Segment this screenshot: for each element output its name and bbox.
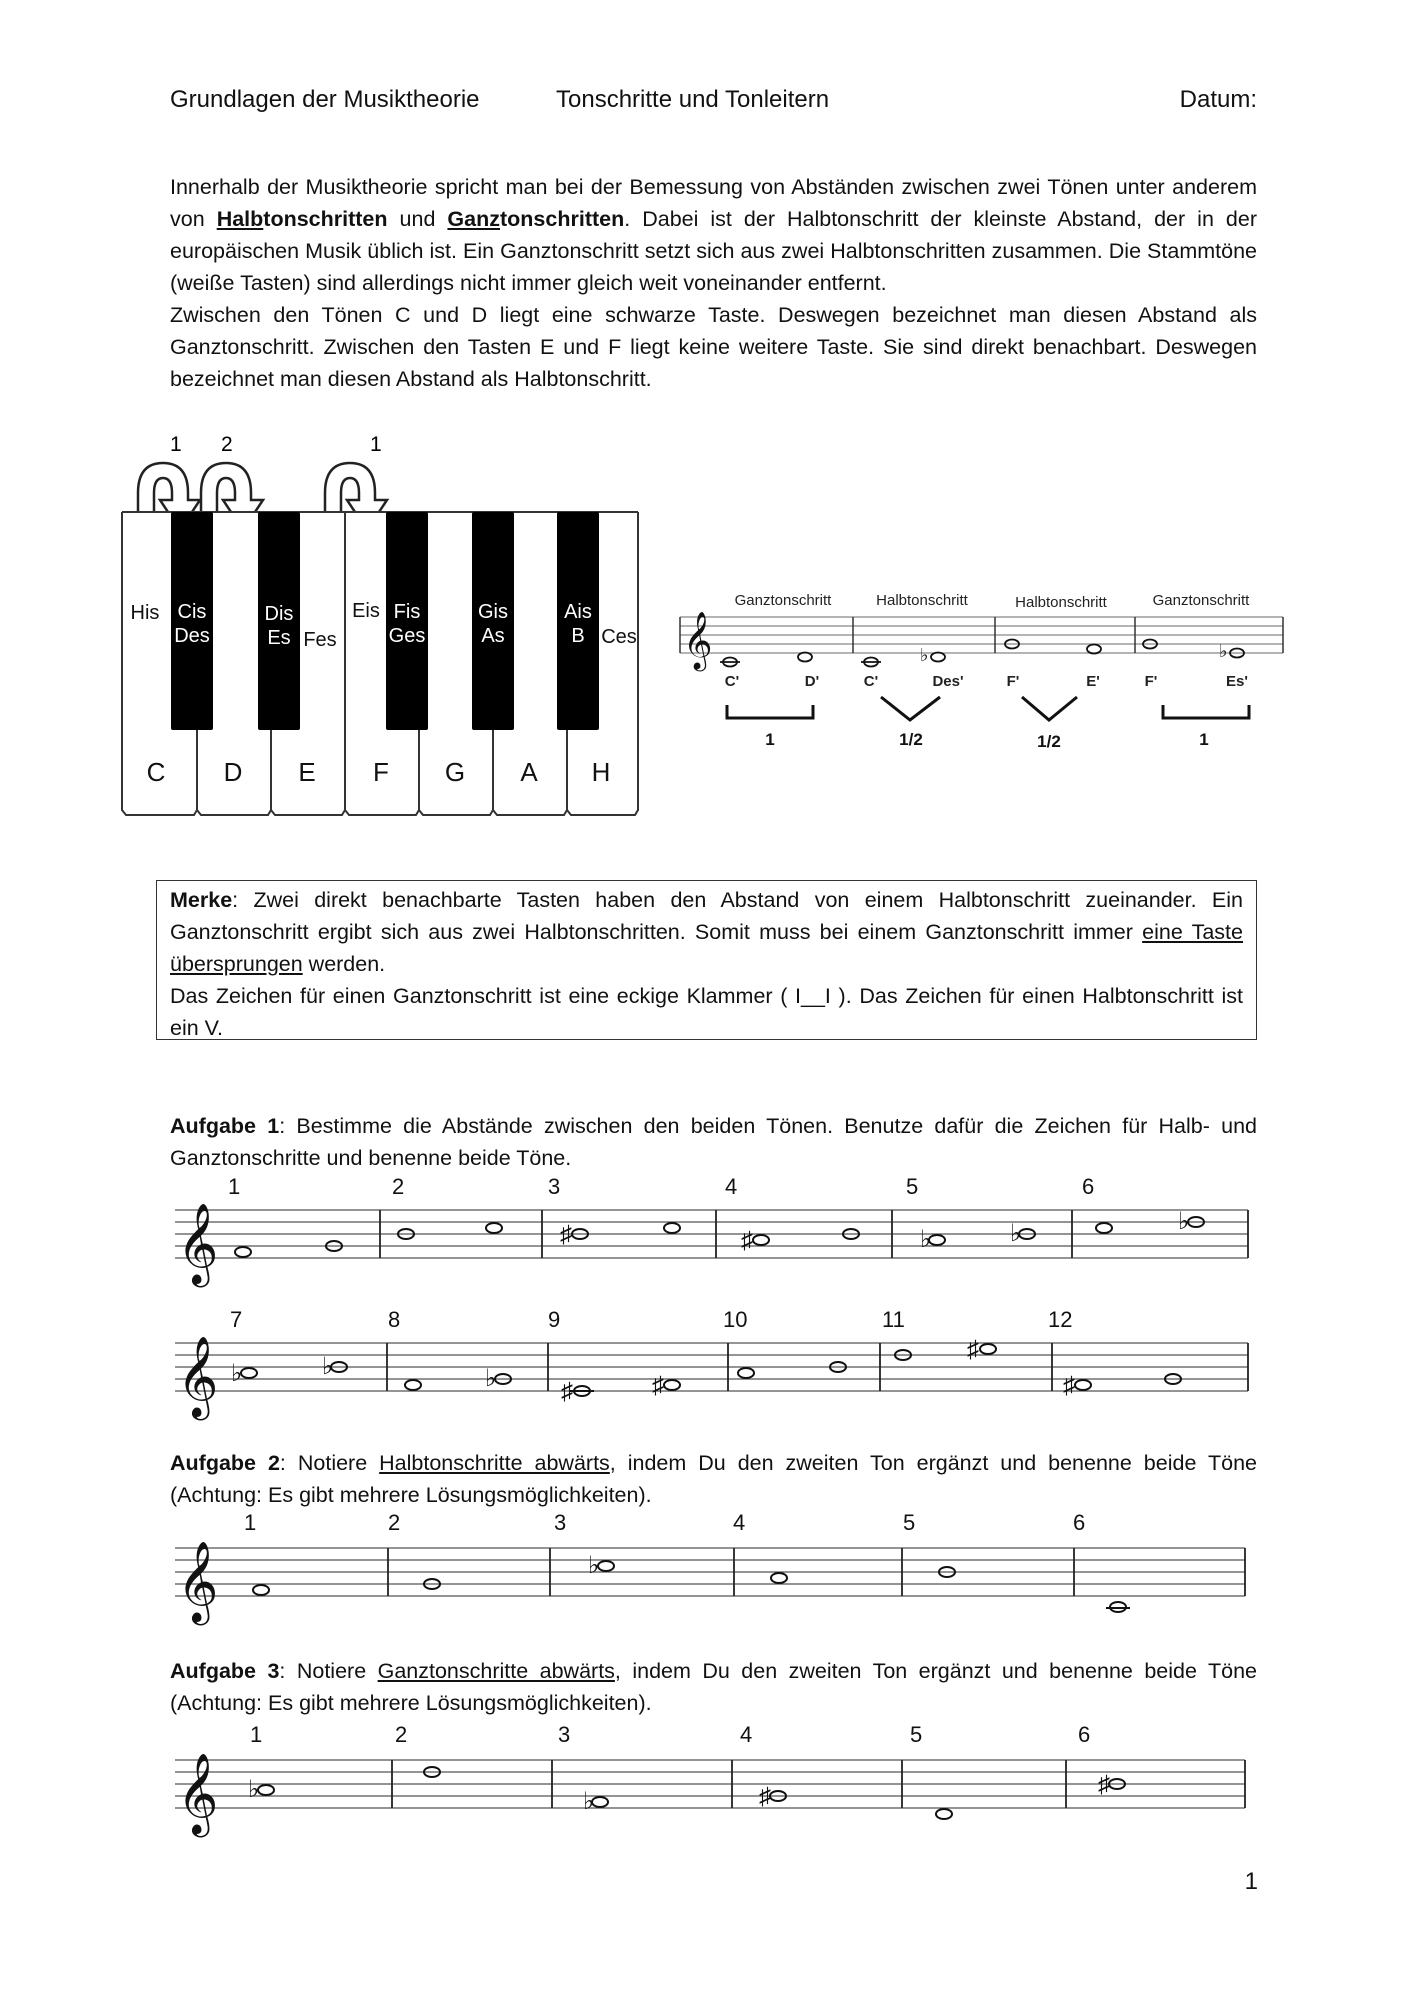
header-date: Datum: xyxy=(1179,86,1257,113)
svg-text:3: 3 xyxy=(558,1722,571,1747)
svg-text:Es': Es' xyxy=(1226,673,1248,690)
svg-text:F': F' xyxy=(1144,673,1158,690)
svg-text:3: 3 xyxy=(548,1174,561,1199)
flat-icon: ♭ xyxy=(485,1365,497,1392)
svg-text:Des': Des' xyxy=(932,673,964,690)
sharp-icon: ♯ xyxy=(1098,1771,1110,1798)
svg-text:E': E' xyxy=(1086,673,1100,690)
task1-text: Aufgabe 1: Bestimme die Abstände zwischen den beiden Tönen. Benutze dafür die Zeichen für Halb- und Ganztonschritte und benenne beide Töne. xyxy=(170,1114,1257,1170)
svg-text:1: 1 xyxy=(244,1510,257,1535)
svg-text:1/2: 1/2 xyxy=(899,730,923,749)
task3-staff xyxy=(170,1718,1255,1853)
merke-box: Merke: Zwei direkt benachbarte Tasten haben den Abstand von einem Halbtonschritt zueinander. Ein Ganztonschritt ergibt sich aus zwei Halbtonschritten. Somit muss bei einem Ganztonschritt immer eine Taste übersprungen werden. Das Zeichen für einen Ganztonschritt ist eine eckige Klammer ( I__I ). Das Zeichen für einen Halbtonschritt ist ein V. xyxy=(156,880,1257,1040)
arrow-label-2: 2 xyxy=(221,433,233,456)
white-key-label: C xyxy=(146,757,166,787)
piano-keyboard xyxy=(115,430,645,822)
black-key-label: Dis xyxy=(264,603,294,625)
treble-clef-icon: 𝄞 xyxy=(683,612,713,668)
treble-clef-icon: 𝄞 xyxy=(177,1206,219,1283)
svg-text:F': F' xyxy=(1006,673,1020,690)
svg-text:11: 11 xyxy=(882,1307,905,1332)
svg-text:Halbtonschritt: Halbtonschritt xyxy=(1015,594,1107,611)
flat-icon: ♭ xyxy=(231,1360,243,1387)
svg-text:C': C' xyxy=(724,673,740,690)
task1-staff-row2 xyxy=(170,1305,1255,1440)
task3-text: Aufgabe 3: Notiere Ganztonschritte abwärts, indem Du den zweiten Ton ergänzt und benenne beide Töne (Achtung: Es gibt mehrere Lösungsmöglichkeiten). xyxy=(170,1659,1257,1715)
svg-text:6: 6 xyxy=(1073,1510,1086,1535)
header-center: Tonschritte und Tonleitern xyxy=(556,86,830,113)
black-key-label: Ges xyxy=(388,625,426,647)
svg-text:7: 7 xyxy=(230,1307,243,1332)
treble-clef-icon: 𝄞 xyxy=(177,1544,219,1621)
svg-text:6: 6 xyxy=(1082,1174,1095,1199)
flat-icon: ♭ xyxy=(920,1226,932,1253)
svg-text:1: 1 xyxy=(765,730,775,749)
enharmonic-label: His xyxy=(130,602,160,624)
white-key-label: D xyxy=(223,757,243,787)
sharp-icon: ♯ xyxy=(1063,1372,1075,1399)
flat-icon: ♭ xyxy=(1178,1208,1190,1235)
task1-staff-row1 xyxy=(170,1172,1255,1307)
flat-icon: ♭ xyxy=(920,645,929,665)
black-key-label: B xyxy=(571,625,585,647)
black-key-label: Gis xyxy=(478,601,508,623)
svg-text:4: 4 xyxy=(740,1722,753,1747)
black-key-label: Des xyxy=(174,625,210,647)
sharp-icon: ♯ xyxy=(759,1783,771,1810)
sharp-icon: ♯ xyxy=(652,1372,664,1399)
flat-icon: ♭ xyxy=(322,1353,334,1380)
enharmonic-label: Eis xyxy=(352,600,380,622)
flat-icon: ♭ xyxy=(1010,1220,1022,1247)
black-key-label: As xyxy=(481,625,505,647)
svg-text:9: 9 xyxy=(548,1307,561,1332)
svg-text:1: 1 xyxy=(1199,730,1209,749)
sharp-icon: ♯ xyxy=(967,1336,979,1363)
task2-text: Aufgabe 2: Notiere Halbtonschritte abwärts, indem Du den zweiten Ton ergänzt und benenne beide Töne (Achtung: Es gibt mehrere Lösungsmöglichkeiten). xyxy=(170,1451,1257,1507)
enharmonic-label: Fes xyxy=(303,629,337,651)
sharp-icon: ♯ xyxy=(560,1221,572,1248)
svg-text:2: 2 xyxy=(392,1174,405,1199)
interval-example-staff xyxy=(675,585,1290,760)
sharp-icon: ♯ xyxy=(561,1378,573,1405)
arrow-label-1: 1 xyxy=(170,433,182,456)
svg-text:2: 2 xyxy=(388,1510,401,1535)
black-key-label: Fis xyxy=(393,601,421,623)
svg-text:C': C' xyxy=(863,673,879,690)
svg-text:4: 4 xyxy=(733,1510,746,1535)
svg-text:1: 1 xyxy=(250,1722,263,1747)
black-key-label: Cis xyxy=(177,601,207,623)
sharp-icon: ♯ xyxy=(741,1227,753,1254)
svg-text:Ganztonschritt: Ganztonschritt xyxy=(1152,592,1250,609)
white-key-label: F xyxy=(373,757,389,787)
svg-text:Ganztonschritt: Ganztonschritt xyxy=(734,592,832,609)
svg-text:10: 10 xyxy=(723,1307,748,1332)
flat-icon: ♭ xyxy=(583,1788,595,1815)
svg-text:12: 12 xyxy=(1048,1307,1073,1332)
black-key-label: Ais xyxy=(564,601,592,623)
svg-text:1: 1 xyxy=(228,1174,241,1199)
white-key-label: A xyxy=(520,757,538,787)
flat-icon: ♭ xyxy=(248,1776,260,1803)
svg-text:5: 5 xyxy=(906,1174,919,1199)
svg-text:3: 3 xyxy=(554,1510,567,1535)
enharmonic-label: Ces xyxy=(601,626,637,648)
flat-icon: ♭ xyxy=(1219,641,1228,661)
white-key-label: E xyxy=(298,757,316,787)
flat-icon: ♭ xyxy=(588,1553,600,1579)
black-key-label: Es xyxy=(267,627,291,649)
svg-text:Halbtonschritt: Halbtonschritt xyxy=(876,592,968,609)
white-key-label: H xyxy=(591,757,611,787)
svg-text:8: 8 xyxy=(388,1307,401,1332)
treble-clef-icon: 𝄞 xyxy=(177,1756,219,1833)
white-key-label: G xyxy=(444,757,466,787)
svg-text:1/2: 1/2 xyxy=(1037,732,1061,751)
treble-clef-icon: 𝄞 xyxy=(177,1339,219,1416)
svg-text:5: 5 xyxy=(910,1722,923,1747)
svg-text:D': D' xyxy=(804,673,820,690)
task2-staff xyxy=(170,1508,1255,1643)
intro-text: Innerhalb der Musiktheorie spricht man bei der Bemessung von Abständen zwischen zwei Tönen unter anderem von Halbtonschritten und Ganztonschritten. Dabei ist der Halbtonschritt der kleinste Abstand, der in der europäischen Musik üblich ist. Ein Ganztonschritt setzt sich aus zwei Halbtonschritten zusammen. Die Stammtöne (weiße Tasten) sind allerdings nicht immer gleich weit voneinander entfernt. Zwischen den Tönen C und D liegt eine schwarze Taste. Deswegen bezeichnet man diesen Abstand als Ganztonschritt. Zwischen den Tasten E und F liegt keine weitere Taste. Sie sind direkt benachbart. Deswegen bezeichnet man diesen Abstand als Halbtonschritt. xyxy=(170,175,1257,391)
svg-text:5: 5 xyxy=(903,1510,916,1535)
header-left: Grundlagen der Musiktheorie xyxy=(170,86,480,113)
svg-text:4: 4 xyxy=(725,1174,738,1199)
svg-text:2: 2 xyxy=(395,1722,408,1747)
page-number: 1 xyxy=(1244,1868,1258,1895)
arrow-label-3: 1 xyxy=(370,433,382,456)
svg-text:6: 6 xyxy=(1078,1722,1091,1747)
